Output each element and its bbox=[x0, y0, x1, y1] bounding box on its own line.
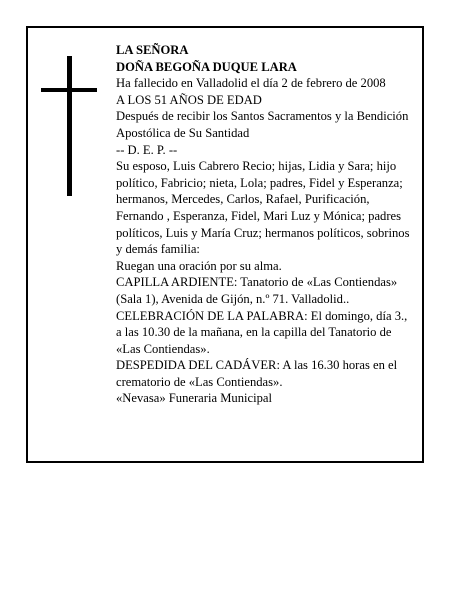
funeral-home: «Nevasa» Funeraria Municipal bbox=[116, 391, 272, 406]
deceased-name: DOÑA BEGOÑA DUQUE LARA bbox=[116, 59, 297, 74]
obituary-notice bbox=[26, 26, 424, 463]
obituary-text bbox=[116, 42, 416, 407]
title-line: LA SEÑORA bbox=[116, 43, 189, 57]
cross-horizontal-bar bbox=[41, 88, 97, 92]
cross-vertical-bar bbox=[67, 56, 72, 196]
age-statement: A LOS 51 AÑOS DE EDAD bbox=[116, 92, 262, 107]
rip-line: -- D. E. P. -- bbox=[116, 142, 178, 157]
sacraments-statement: Después de recibir los Santos Sacramentos y la Bendición Apostólica de Su Santidad bbox=[116, 109, 409, 140]
celebration-info: CELEBRACIÓN DE LA PALABRA: El domingo, día 3., a las 10.30 de la mañana, en la capilla del Tanatorio de «Las Contiendas». bbox=[116, 308, 408, 356]
latin-cross-icon bbox=[41, 56, 97, 196]
family-list: Su esposo, Luis Cabrero Recio; hijas, Lidia y Sara; hijo político, Fabricio; nieta, Lola; padres, Fidel y Esperanza; hermanos, Mercedes, Carlos, Rafael, Purificación, Fernando , Esperanza, Fidel, Mari Luz y Mónica; padres políticos, Luis y María Cruz; hermanos políticos, sobrinos y demás familia: bbox=[116, 159, 410, 257]
prayer-request: Ruegan una oración por su alma. bbox=[116, 258, 282, 273]
chapel-info: CAPILLA ARDIENTE: Tanatorio de «Las Contiendas» (Sala 1), Avenida de Gijón, n.º 71. Valladolid.. bbox=[116, 275, 398, 306]
farewell-info: DESPEDIDA DEL CADÁVER: A las 16.30 horas en el crematorio de «Las Contiendas». bbox=[116, 358, 398, 389]
death-statement: Ha fallecido en Valladolid el día 2 de febrero de 2008 bbox=[116, 76, 386, 91]
